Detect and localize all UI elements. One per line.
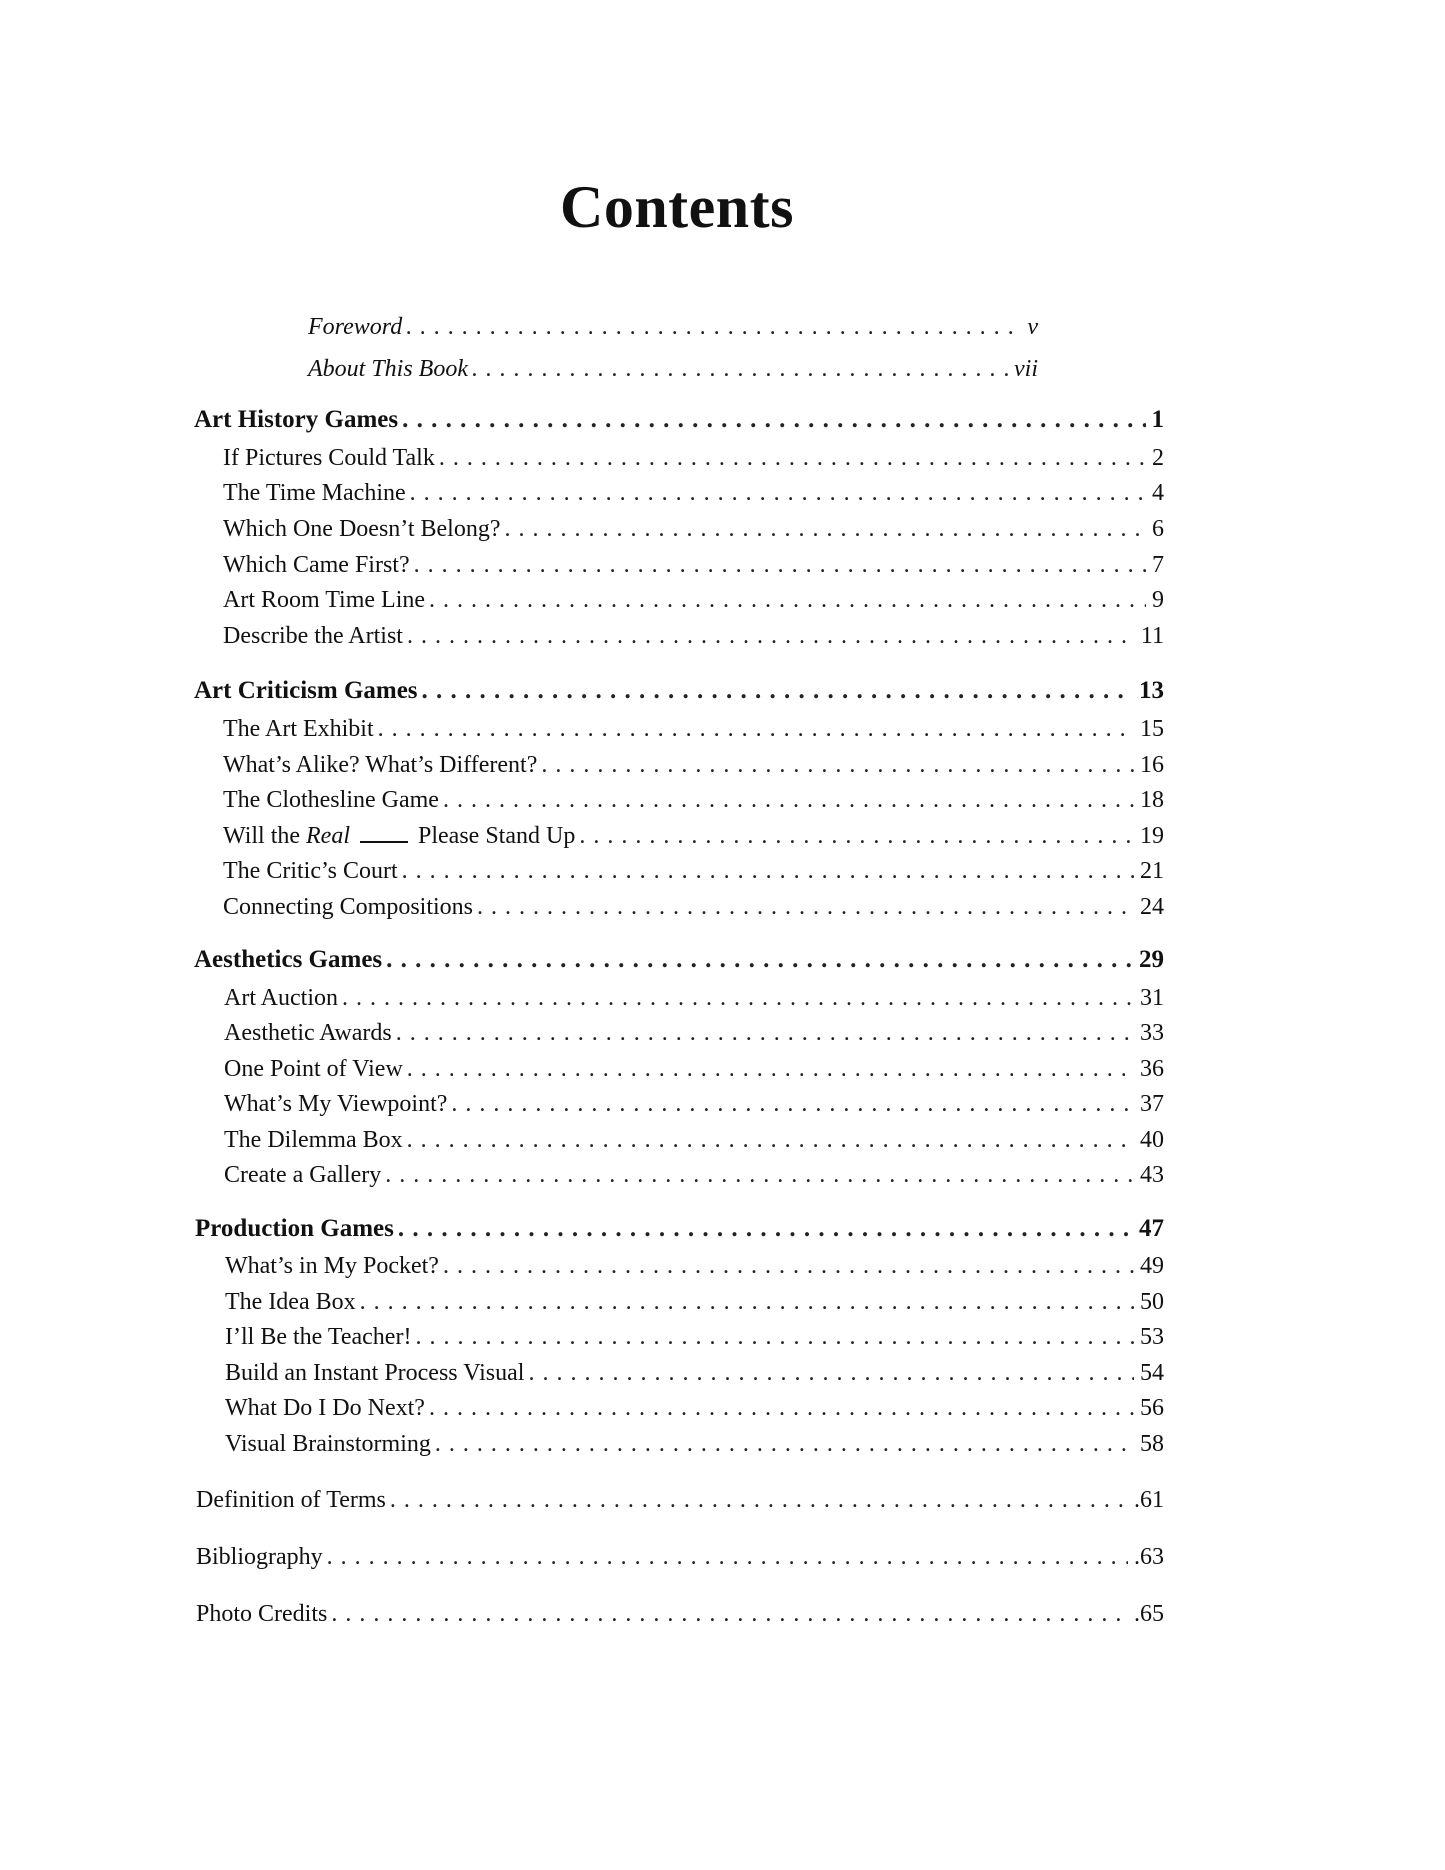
toc-section-label: Art Criticism Games: [194, 677, 418, 704]
toc-page-number: 43: [1140, 1162, 1164, 1188]
dot-leader: [472, 353, 1008, 385]
toc-page-number: v: [1027, 314, 1038, 340]
toc-entry-label: One Point of View: [224, 1056, 403, 1082]
toc-entry-label: Art Room Time Line: [223, 587, 426, 613]
toc-entry-label: Bibliography: [196, 1544, 323, 1570]
dot-leader: [429, 584, 1146, 616]
toc-entry[interactable]: [224, 1124, 1164, 1156]
toc-entry-label-suffix: Please Stand Up: [418, 823, 576, 849]
toc-entry-label: Foreword: [308, 314, 403, 340]
toc-page-number: 50: [1140, 1289, 1164, 1315]
toc-page-number: .63: [1134, 1544, 1164, 1570]
toc-page-number: 58: [1140, 1431, 1164, 1457]
toc-entry-label: Aesthetic Awards: [224, 1020, 392, 1046]
dot-leader: [439, 442, 1146, 474]
dot-leader: [429, 1392, 1134, 1424]
dot-leader: [407, 1053, 1134, 1085]
toc-entry-label: Connecting Compositions: [223, 894, 474, 920]
toc-page-number: 36: [1140, 1056, 1164, 1082]
toc-page-number: 2: [1152, 445, 1164, 471]
dot-leader: [451, 1088, 1134, 1120]
toc-entry[interactable]: [225, 1321, 1164, 1353]
toc-entry[interactable]: [223, 620, 1164, 652]
toc-entry-photo-credits[interactable]: [196, 1598, 1164, 1630]
toc-section-label: Production Games: [195, 1215, 394, 1242]
toc-page-number: 18: [1140, 787, 1164, 813]
dot-leader: [342, 982, 1134, 1014]
toc-page-number: 21: [1140, 858, 1164, 884]
toc-entry[interactable]: [224, 982, 1164, 1014]
toc-page-number: 6: [1152, 516, 1164, 542]
dot-leader: [398, 1213, 1133, 1245]
toc-entry-definition-of-terms[interactable]: [196, 1484, 1164, 1516]
toc-entry-label: What Do I Do Next?: [225, 1395, 425, 1421]
toc-entry[interactable]: [223, 477, 1164, 509]
toc-page-number: 47: [1139, 1215, 1164, 1242]
toc-entry-label: Describe the Artist: [223, 623, 403, 649]
dot-leader: [385, 1159, 1134, 1191]
toc-page-number: 33: [1140, 1020, 1164, 1046]
toc-page-number: 11: [1140, 623, 1164, 649]
toc-entry-label: The Dilemma Box: [224, 1127, 403, 1153]
toc-section-production[interactable]: [195, 1213, 1164, 1245]
dot-leader: [378, 713, 1134, 745]
toc-entry-about-this-book[interactable]: [308, 353, 1038, 385]
toc-page-number: 1: [1151, 406, 1164, 433]
toc-entry-label: The Idea Box: [225, 1289, 356, 1315]
toc-entry[interactable]: [225, 1286, 1164, 1318]
toc-entry[interactable]: [223, 442, 1164, 474]
toc-entry[interactable]: [224, 1017, 1164, 1049]
toc-entry[interactable]: [224, 1159, 1164, 1191]
toc-section-label: Aesthetics Games: [194, 946, 383, 973]
toc-entry-label: The Clothesline Game: [223, 787, 439, 813]
dot-leader: [360, 1286, 1134, 1318]
toc-entry[interactable]: [223, 784, 1164, 816]
toc-entry-label: If Pictures Could Talk: [223, 445, 435, 471]
toc-entry[interactable]: [223, 513, 1164, 545]
toc-entry-label: Art Auction: [224, 985, 338, 1011]
fill-in-blank: [360, 840, 408, 843]
toc-entry[interactable]: [223, 820, 1164, 852]
toc-section-art-criticism[interactable]: [194, 675, 1164, 707]
toc-entry[interactable]: [225, 1392, 1164, 1424]
toc-page-number: 37: [1140, 1091, 1164, 1117]
toc-entry[interactable]: [223, 891, 1164, 923]
toc-page-number: 56: [1140, 1395, 1164, 1421]
toc-entry-label: I’ll Be the Teacher!: [225, 1324, 412, 1350]
toc-entry[interactable]: [225, 1357, 1164, 1389]
toc-section-aesthetics[interactable]: [194, 944, 1164, 976]
dot-leader: [443, 784, 1134, 816]
toc-entry-label: [223, 820, 575, 852]
toc-page-number: .61: [1134, 1487, 1164, 1513]
toc-entry-label-prefix: Will the: [223, 823, 307, 849]
toc-section-label: Art History Games: [194, 406, 399, 433]
toc-page-number: 49: [1140, 1253, 1164, 1279]
toc-page-number: 4: [1152, 480, 1164, 506]
toc-entry[interactable]: [224, 1053, 1164, 1085]
toc-entry-label: The Time Machine: [223, 480, 406, 506]
toc-page-number: 53: [1140, 1324, 1164, 1350]
toc-entry[interactable]: [224, 1088, 1164, 1120]
toc-entry[interactable]: [223, 855, 1164, 887]
dot-leader: [410, 477, 1146, 509]
dot-leader: [443, 1250, 1134, 1282]
toc-entry[interactable]: [223, 713, 1164, 745]
toc-entry[interactable]: [223, 549, 1164, 581]
toc-page-number: 31: [1140, 985, 1164, 1011]
toc-entry-label: Build an Instant Process Visual: [225, 1360, 525, 1386]
toc-section-art-history[interactable]: [194, 404, 1164, 436]
toc-page-number: 9: [1152, 587, 1164, 613]
dot-leader: [386, 944, 1133, 976]
toc-page-number: 15: [1140, 716, 1164, 742]
toc-page-number: vii: [1014, 356, 1038, 382]
toc-page-number: 24: [1140, 894, 1164, 920]
toc-page-number: 29: [1139, 946, 1164, 973]
dot-leader: [402, 404, 1145, 436]
toc-entry-label: Definition of Terms: [196, 1487, 386, 1513]
toc-entry-label: What’s in My Pocket?: [225, 1253, 439, 1279]
toc-entry[interactable]: [225, 1428, 1164, 1460]
toc-entry[interactable]: [223, 584, 1164, 616]
toc-entry-label: The Critic’s Court: [223, 858, 398, 884]
toc-entry-bibliography[interactable]: [196, 1541, 1164, 1573]
dot-leader: [390, 1484, 1128, 1516]
toc-page-number: 16: [1140, 752, 1164, 778]
toc-entry-label: The Art Exhibit: [223, 716, 374, 742]
toc-entry[interactable]: [223, 749, 1164, 781]
page-title: Contents: [559, 174, 794, 240]
toc-entry-label: Visual Brainstorming: [225, 1431, 431, 1457]
dot-leader: [327, 1541, 1128, 1573]
dot-leader: [402, 855, 1134, 887]
dot-leader: [422, 675, 1133, 707]
toc-entry-label: Which One Doesn’t Belong?: [223, 516, 501, 542]
dot-leader: [331, 1598, 1128, 1630]
dot-leader: [505, 513, 1147, 545]
toc-page-number: 40: [1140, 1127, 1164, 1153]
toc-page-number: 7: [1152, 552, 1164, 578]
toc-entry-label: Photo Credits: [196, 1601, 328, 1627]
dot-leader: [396, 1017, 1134, 1049]
dot-leader: [415, 1321, 1134, 1353]
toc-entry-foreword[interactable]: [308, 311, 1038, 343]
dot-leader: [435, 1428, 1134, 1460]
toc-page-number: 54: [1140, 1360, 1164, 1386]
dot-leader: [414, 549, 1146, 581]
dot-leader: [407, 1124, 1134, 1156]
toc-page-number: 13: [1139, 677, 1164, 704]
dot-leader: [406, 311, 1021, 343]
dot-leader: [477, 891, 1134, 923]
toc-entry-label: Which Came First?: [223, 552, 410, 578]
toc-entry-label: Create a Gallery: [224, 1162, 382, 1188]
dot-leader: [579, 820, 1134, 852]
toc-page-number: 19: [1140, 823, 1164, 849]
toc-entry-label: About This Book: [308, 356, 468, 382]
toc-entry-label-emphasis: Real: [306, 823, 350, 849]
toc-entry-label: What’s Alike? What’s Different?: [223, 752, 538, 778]
dot-leader: [541, 749, 1134, 781]
dot-leader: [407, 620, 1135, 652]
toc-entry-label: What’s My Viewpoint?: [224, 1091, 448, 1117]
toc-page-number: .65: [1134, 1601, 1164, 1627]
toc-entry[interactable]: [225, 1250, 1164, 1282]
dot-leader: [528, 1357, 1134, 1389]
